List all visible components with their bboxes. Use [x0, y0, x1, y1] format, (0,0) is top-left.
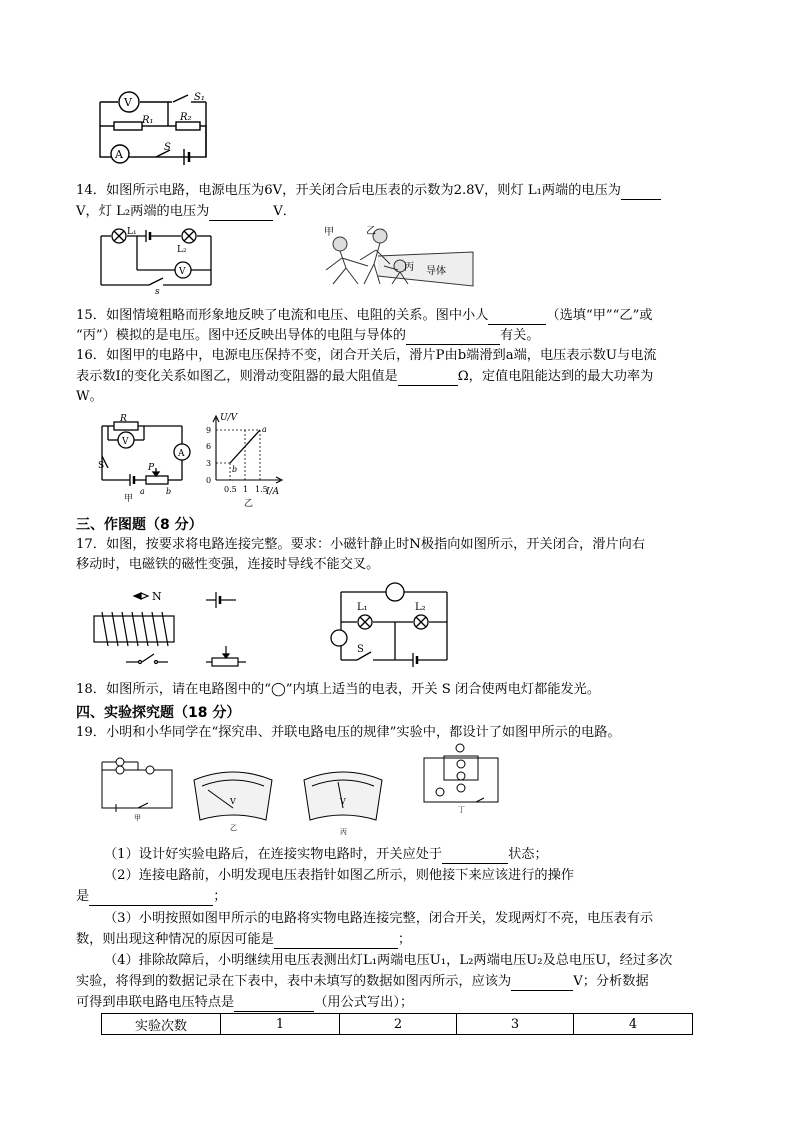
q16-text-1: 16．如图甲的电路中，电源电压保持不变，闭合开关后，滑片P由b端滑到a端，电压表示数U与电流 [76, 348, 657, 363]
q15-cartoon-figure [318, 226, 478, 294]
graph-xtick: 1 [243, 485, 249, 494]
q14-blank-2[interactable] [209, 206, 273, 221]
graph-point-a: a [262, 425, 267, 434]
svg-text:S: S [98, 461, 105, 471]
q19-p4 [104, 952, 672, 970]
svg-text:S: S [357, 644, 364, 655]
fig-label-bing: 丙 [404, 262, 414, 273]
graph-xlabel: I/A [266, 487, 280, 497]
q16-line1 [76, 347, 657, 365]
fig-label-conductor: 导体 [426, 266, 446, 277]
svg-text:b: b [166, 487, 172, 496]
q15-text-2a: “丙”）模拟的是电压。图中还反映出导体的电阻与导体的 [76, 328, 406, 343]
q16-blank-1[interactable] [398, 371, 458, 386]
graph-xtick: 1.5 [255, 485, 268, 494]
q19-p4-text-a: （4）排除故障后，小明继续用电压表测出灯L₁两端电压U₁，L₂两端电压U₂及总电压U，经过多次 [104, 953, 673, 968]
q19-p2-text-b: 是 [76, 889, 90, 904]
table-row [102, 1014, 693, 1035]
q16-text-2a: 表示数I的变化关系如图乙，则滑动变阻器的最大阻值是 [76, 369, 398, 384]
q19-p1-text-a: （1）设计好实验电路后，在连接实物电路时，开关应处于 [104, 847, 443, 862]
table-header-cell: 实验次数 [102, 1014, 221, 1035]
svg-text:L₁: L₁ [357, 602, 368, 613]
svg-text:R: R [120, 414, 127, 424]
svg-text:L₁: L₁ [127, 227, 137, 237]
q14-text-2b: V． [273, 204, 296, 219]
q17-line1 [76, 536, 645, 554]
q19-blank-4[interactable] [511, 976, 573, 991]
q19-p4-text-d: 可得到串联电路电压特点是 [76, 995, 235, 1010]
q19-intro-text: 19．小明和小华同学在“探究串、并联电路电压的规律”实验中，都设计了如图甲所示的电路。 [76, 725, 621, 740]
svg-text:V: V [230, 797, 236, 806]
fig-label-jia: 甲 [324, 227, 334, 238]
graph-point-b: b [232, 465, 238, 474]
graph-ytick: 0 [206, 476, 212, 485]
svg-text:V: V [124, 96, 132, 109]
fig-label-yi: 乙 [366, 226, 376, 237]
q15-blank-2[interactable] [406, 330, 500, 345]
q14-text-2a: V，灯 L₂两端的电压为 [76, 204, 210, 219]
svg-text:S: S [164, 142, 171, 153]
q19-figure-jia [98, 758, 178, 820]
q14-line1 [76, 182, 661, 200]
svg-text:V: V [340, 797, 346, 806]
svg-text:A: A [115, 148, 123, 161]
svg-text:R₁: R₁ [142, 115, 154, 126]
q19-p2-text-a: （2）连接电路前，小明发现电压表指针如图乙所示，则他接下来应该进行的操作 [104, 868, 574, 883]
q19-p3-text-b: 数，则出现这种情况的原因可能是 [76, 932, 274, 947]
section4-title: 四、实验探究题（18 分） [76, 705, 241, 721]
q15-blank-1[interactable] [488, 310, 546, 325]
svg-text:L₂: L₂ [415, 602, 426, 613]
q17-text-2: 移动时，电磁铁的磁性变强，连接时导线不能交叉。 [76, 557, 380, 572]
table-cell: 4 [574, 1014, 693, 1035]
q19-p1 [104, 846, 548, 864]
q14-blank-1[interactable] [621, 185, 661, 200]
experiment-table [101, 1013, 693, 1035]
q15-line1 [76, 307, 653, 325]
svg-text:a: a [140, 487, 145, 496]
q15-text-1a: 15．如图情境粗略而形象地反映了电流和电压、电阻的关系。图中小人 [76, 308, 489, 323]
q19-p3-text-c: ； [397, 932, 411, 947]
section3-title: 三、作图题（8 分） [76, 517, 203, 533]
graph-ytick: 9 [206, 426, 212, 435]
svg-text:R₂: R₂ [180, 112, 192, 123]
needle-n-label: N [152, 590, 162, 603]
table-cell: 2 [340, 1014, 457, 1035]
q19-p4-text-c: V；分析数据 [573, 974, 649, 989]
fig-caption-ding-19: 丁 [458, 806, 465, 814]
q19-blank-2[interactable] [89, 891, 213, 906]
fig-caption-jia-19: 甲 [134, 814, 141, 822]
q19-p4-text-b: 实验，将得到的数据记录在下表中，表中未填写的数据如图丙所示，应该为 [76, 974, 512, 989]
q17-line2 [76, 556, 379, 574]
q18-line1 [76, 681, 600, 699]
svg-text:s: s [155, 287, 160, 297]
q15-line2 [76, 327, 540, 345]
q19-blank-1[interactable] [442, 849, 508, 864]
fig-caption-yi: 乙 [244, 499, 254, 509]
q18-circuit-figure [327, 578, 457, 663]
table-cell: 3 [457, 1014, 574, 1035]
q19-figure-ding [418, 742, 508, 812]
q19-blank-3[interactable] [274, 934, 398, 949]
svg-text:A: A [178, 449, 185, 459]
q16-circuit-figure [96, 414, 196, 504]
fig-caption-yi-19: 乙 [230, 824, 237, 832]
q19-meter-yi [190, 768, 276, 834]
svg-text:S₁: S₁ [194, 92, 205, 103]
q19-p2 [104, 867, 574, 885]
q16-line2 [76, 368, 653, 386]
q19-meter-bing [300, 768, 386, 834]
fig-caption-jia: 甲 [124, 494, 134, 504]
q16-ui-graph [200, 412, 290, 509]
q19-p3-cont [76, 931, 411, 949]
top-circuit-figure [96, 90, 216, 165]
q19-p3 [104, 910, 653, 928]
q14-text-1: 14．如图所示电路，电源电压为6V，开关闭合后电压表的示数为2.8V，则灯 L₁两端的电压为 [76, 183, 621, 198]
q15-text-1b: （选填“甲”“乙”或 [546, 308, 653, 323]
q19-blank-5[interactable] [234, 997, 314, 1012]
svg-text:L₂: L₂ [177, 245, 187, 255]
q19-p2-text-c: ； [213, 889, 227, 904]
q14-line2 [76, 203, 296, 221]
q19-p1-text-b: 状态； [508, 847, 548, 862]
q17-electromagnet-figure [90, 588, 260, 668]
q19-p3-text-a: （3）小明按照如图甲所示的电路将实物电路连接完整，闭合开关，发现两灯不亮，电压表有示 [104, 911, 654, 926]
table-cell: 1 [221, 1014, 340, 1035]
graph-ylabel: U/V [220, 413, 238, 423]
q19-p2-cont [76, 888, 226, 906]
graph-xtick: 0.5 [224, 485, 237, 494]
q14-circuit-figure [97, 227, 222, 297]
graph-ytick: 6 [206, 442, 212, 451]
q18-text-1: 18．如图所示，请在电路图中的“◯”内填上适当的电表，开关 S 闭合使两电灯都能发光。 [76, 682, 601, 697]
q19-p4-cont [76, 973, 649, 991]
svg-text:V: V [122, 437, 129, 447]
svg-text:P: P [148, 463, 155, 473]
q15-text-2b: 有关。 [499, 328, 540, 343]
q16-text-3: W。 [76, 389, 103, 404]
graph-ytick: 3 [206, 459, 212, 468]
q19-p4-text-e: （用公式写出）； [314, 995, 414, 1010]
fig-caption-bing-19: 丙 [340, 828, 347, 836]
svg-text:V: V [179, 267, 186, 277]
q19-p4-cont2 [76, 994, 413, 1012]
q16-line3 [76, 388, 103, 406]
q16-text-2b: Ω，定值电阻能达到的最大功率为 [457, 369, 654, 384]
q17-text-1: 17．如图，按要求将电路连接完整。要求：小磁针静止时N极指向如图所示，开关闭合，滑片向右 [76, 537, 646, 552]
q19-intro [76, 724, 621, 742]
